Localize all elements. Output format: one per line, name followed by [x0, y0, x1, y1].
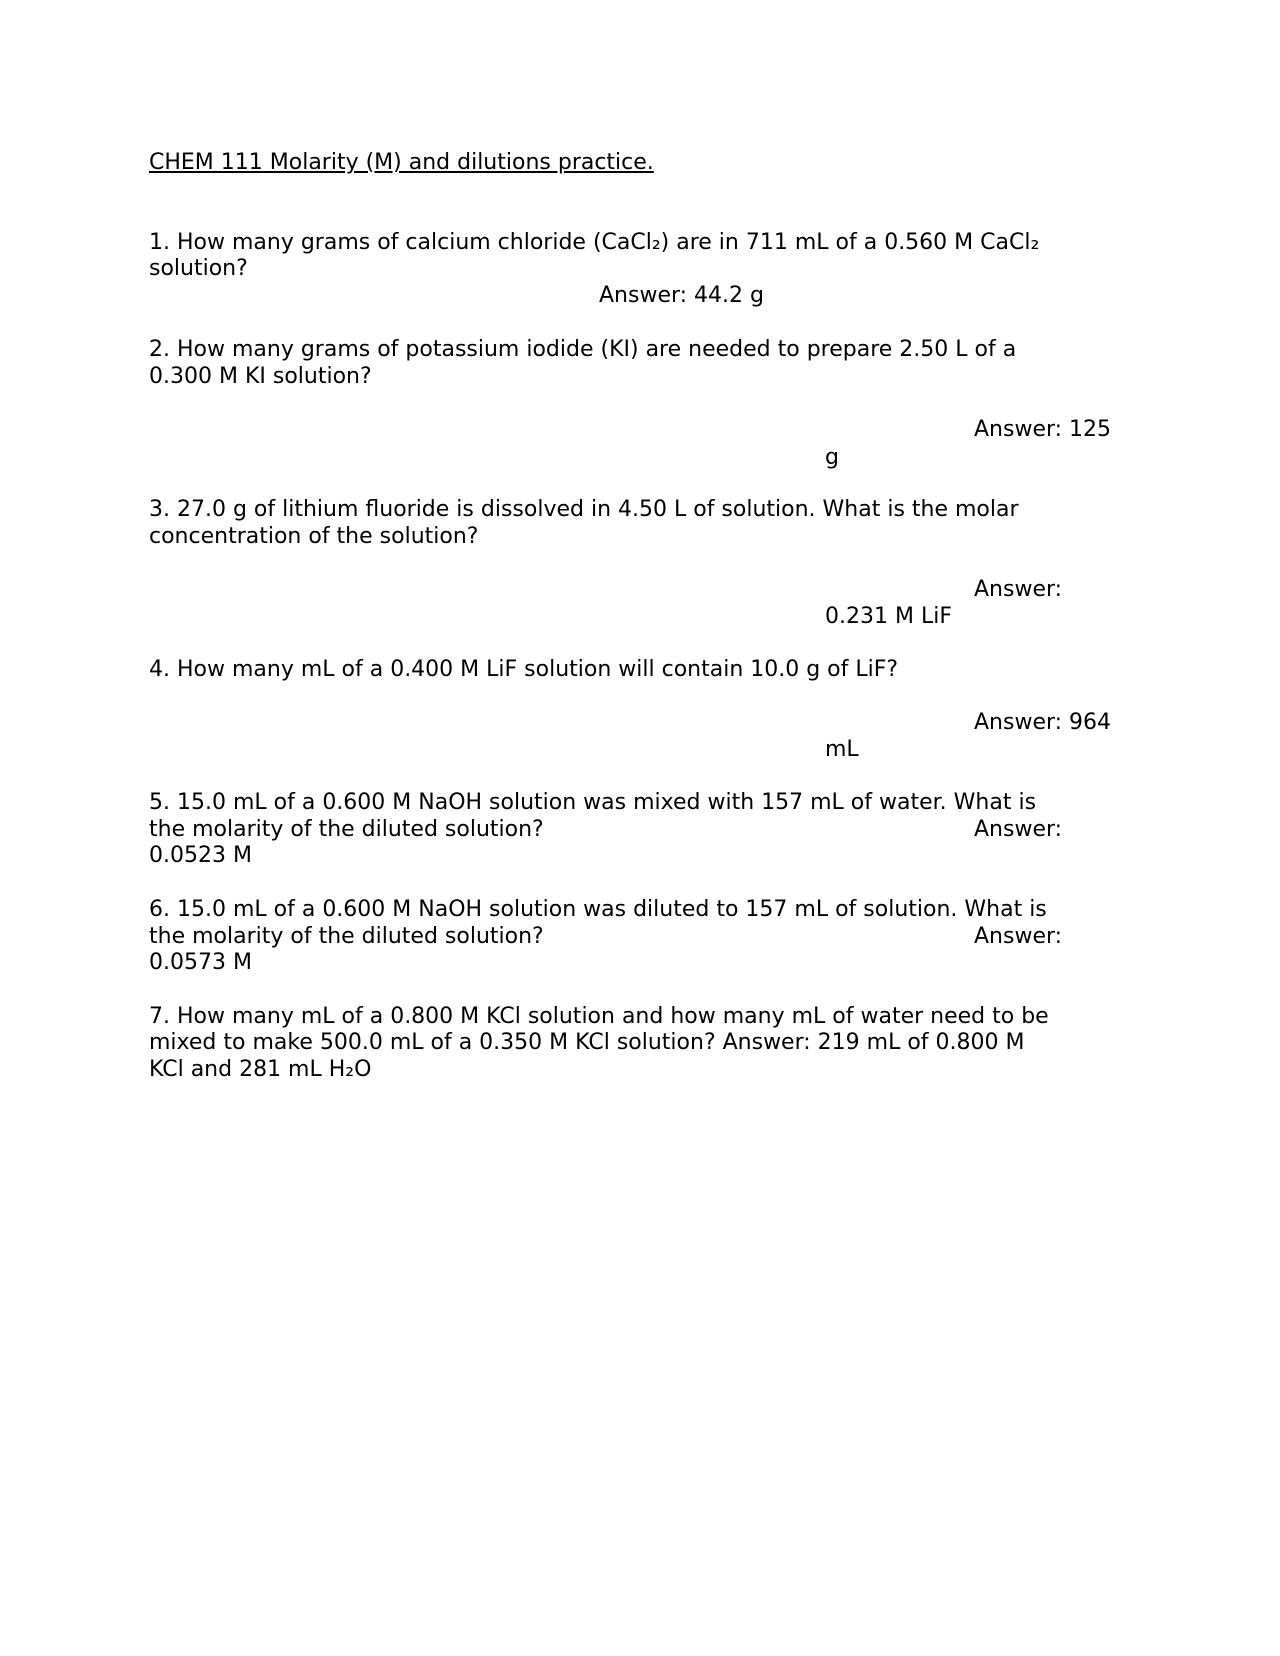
question-4-answer-part-2: mL: [825, 737, 859, 762]
question-2-answer-part-1: Answer: 125: [974, 417, 1112, 442]
question-1-line-1: 1. How many grams of calcium chloride (CaCl₂) are in 711 mL of a 0.560 M CaCl₂: [149, 230, 1040, 255]
question-6-line-1: 6. 15.0 mL of a 0.600 M NaOH solution was diluted to 157 mL of solution. What is: [149, 897, 1047, 922]
question-1-answer: Answer: 44.2 g: [599, 283, 764, 308]
question-2-line-1: 2. How many grams of potassium iodide (KI) are needed to prepare 2.50 L of a: [149, 337, 1017, 362]
question-5-answer-part-2: 0.0523 M: [149, 843, 252, 868]
document-title: CHEM 111 Molarity (M) and dilutions practice.: [149, 150, 654, 175]
question-3-line-1: 3. 27.0 g of lithium fluoride is dissolved in 4.50 L of solution. What is the molar: [149, 497, 1019, 522]
question-6-answer-part-2: 0.0573 M: [149, 950, 252, 975]
question-7-line-1: 7. How many mL of a 0.800 M KCl solution and how many mL of water need to be: [149, 1004, 1049, 1029]
question-4-line-1: 4. How many mL of a 0.400 M LiF solution will contain 10.0 g of LiF?: [149, 657, 899, 682]
question-3-answer-part-2: 0.231 M LiF: [825, 604, 952, 629]
question-1-line-2: solution?: [149, 256, 248, 281]
question-5-answer-part-1: Answer:: [974, 817, 1063, 842]
question-3-line-2: concentration of the solution?: [149, 524, 479, 549]
question-5-line-2: the molarity of the diluted solution?: [149, 817, 544, 842]
question-3-answer-part-1: Answer:: [974, 577, 1063, 602]
question-7-line-2: mixed to make 500.0 mL of a 0.350 M KCl solution? Answer: 219 mL of 0.800 M: [149, 1030, 1025, 1055]
question-5-line-1: 5. 15.0 mL of a 0.600 M NaOH solution was mixed with 157 mL of water. What is: [149, 790, 1037, 815]
question-2-answer-part-2: g: [825, 445, 839, 470]
question-6-line-2: the molarity of the diluted solution?: [149, 924, 544, 949]
question-4-answer-part-1: Answer: 964: [974, 710, 1112, 735]
question-2-line-2: 0.300 M KI solution?: [149, 364, 372, 389]
question-6-answer-part-1: Answer:: [974, 924, 1063, 949]
question-7-line-3: KCl and 281 mL H₂O: [149, 1057, 372, 1082]
